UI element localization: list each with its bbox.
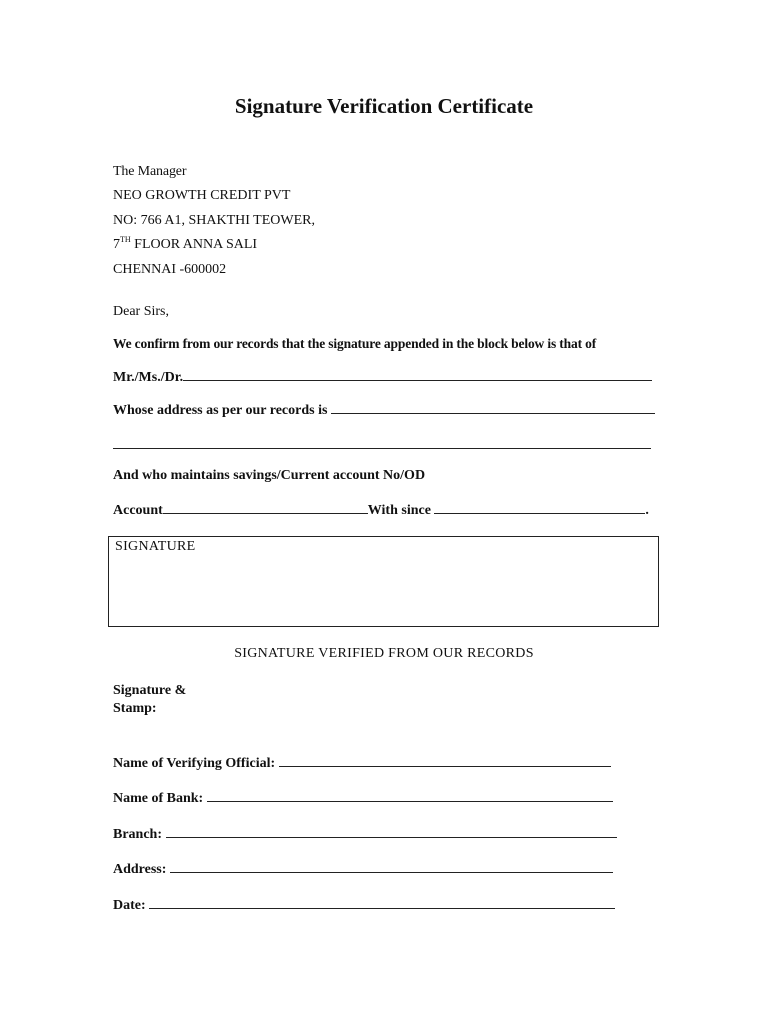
address-official-label: Address: [113,862,167,877]
stamp-label-line2: Stamp: [113,701,157,716]
address-field-line2[interactable] [113,436,651,454]
recipient-address-line: NO: 766 A1, SHAKTHI TEOWER, [113,213,315,228]
address-label: Whose address as per our records is [113,403,328,418]
address-field[interactable] [331,402,655,414]
account-number-field[interactable] [163,502,368,514]
signature-box[interactable] [108,536,659,627]
verifying-official-field[interactable] [279,755,611,767]
document-title: Signature Verification Certificate [234,94,534,118]
name-row [113,369,652,386]
name-field[interactable] [183,369,652,381]
address-official-row [113,861,613,878]
salutation: Dear Sirs, [113,304,169,319]
bank-label: Name of Bank: [113,791,204,806]
date-field[interactable] [149,897,615,909]
recipient-city: CHENNAI -600002 [113,262,227,277]
verified-heading: SIGNATURE VERIFIED FROM OUR RECORDS [234,646,534,661]
name-label: Mr./Ms./Dr. [113,370,184,385]
branch-row [113,826,617,843]
account-label: Account [113,503,163,518]
recipient-company: NEO GROWTH CREDIT PVT [113,188,291,203]
stamp-label-line1: Signature & [113,683,187,698]
verifying-official-label: Name of Verifying Official: [113,756,276,771]
account-row: Account With since . [113,503,649,518]
with-since-label: With since [367,503,431,518]
account-type-text: And who maintains savings/Current account No/OD [113,468,426,483]
date-label: Date: [113,898,146,913]
address-official-field[interactable] [170,861,613,873]
bank-field[interactable] [207,790,613,802]
bank-row [113,790,613,807]
recipient-title: The Manager [113,164,187,179]
branch-field[interactable] [166,826,617,838]
recipient-floor-line: 7TH FLOOR ANNA SALI [113,235,258,252]
signature-box-label: SIGNATURE [115,539,196,554]
date-row [113,897,615,914]
with-since-field[interactable] [434,502,645,514]
confirmation-text: We confirm from our records that the signature appended in the block below is that of [113,336,597,351]
branch-label: Branch: [113,827,162,842]
verifying-official-row [113,755,611,772]
address-row [113,402,655,419]
